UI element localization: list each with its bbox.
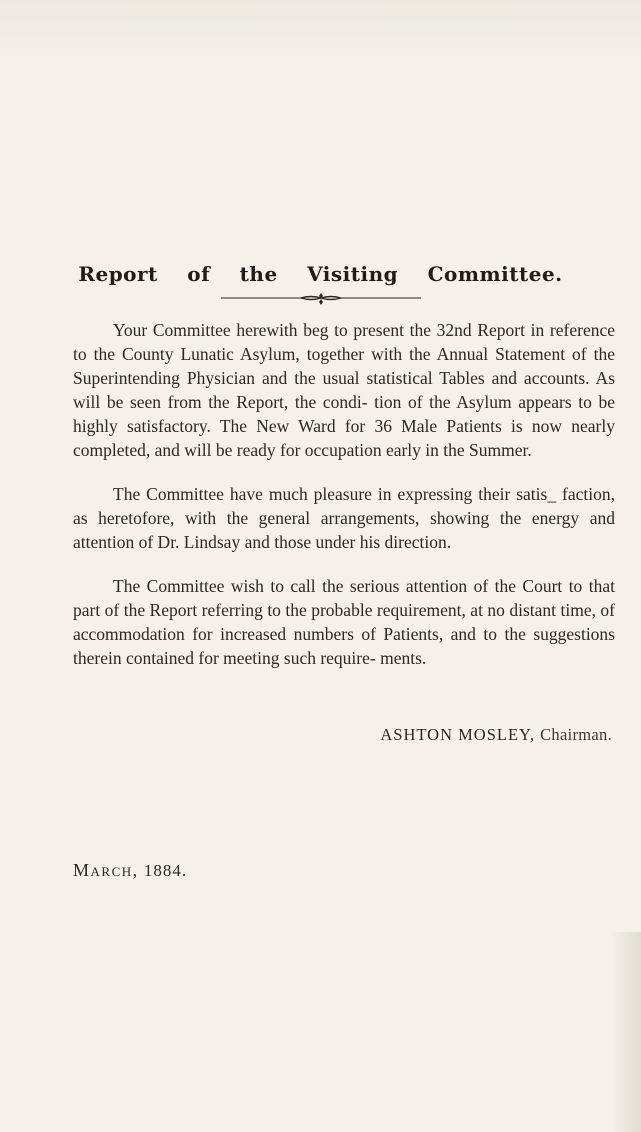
paragraph-2: The Committee have much pleasure in expressing their satis_ faction, as heretofore, with the general arrangements, showing the energy and attention of Dr. Lindsay and those under his direction.: [73, 484, 615, 552]
signature-name: ASHTON MOSLEY,: [380, 725, 535, 744]
report-body: [73, 318, 615, 670]
date-month: March,: [73, 860, 139, 880]
signature-role: Chairman.: [540, 725, 612, 744]
signature: [0, 725, 612, 745]
paragraph-1: Your Committee herewith beg to present the 32nd Report in reference to the County Lunatic Asylum, together with the Annual Statement of the Superintending Physician and the usual statistical Tables and accounts. As will be seen from the Report, the condi- tion of the Asylum appears to be highly satisfactory. The New Ward for 36 Male Patients is now nearly completed, and will be ready for occupation early in the Summer.: [73, 320, 615, 460]
report-date: [73, 860, 187, 881]
page-stain: [611, 932, 641, 1132]
page-shadow: [0, 0, 641, 70]
title-ornament: [221, 292, 421, 306]
page-title: Report of the Visiting Committee.: [78, 262, 563, 286]
paragraph-3: The Committee wish to call the serious attention of the Court to that part of the Report referring to the probable requirement, at no distant time, of accommodation for increased numbers of Patients, and to the suggestions therein contained for meeting such require- ments.: [73, 576, 615, 668]
date-year: 1884.: [143, 861, 188, 880]
